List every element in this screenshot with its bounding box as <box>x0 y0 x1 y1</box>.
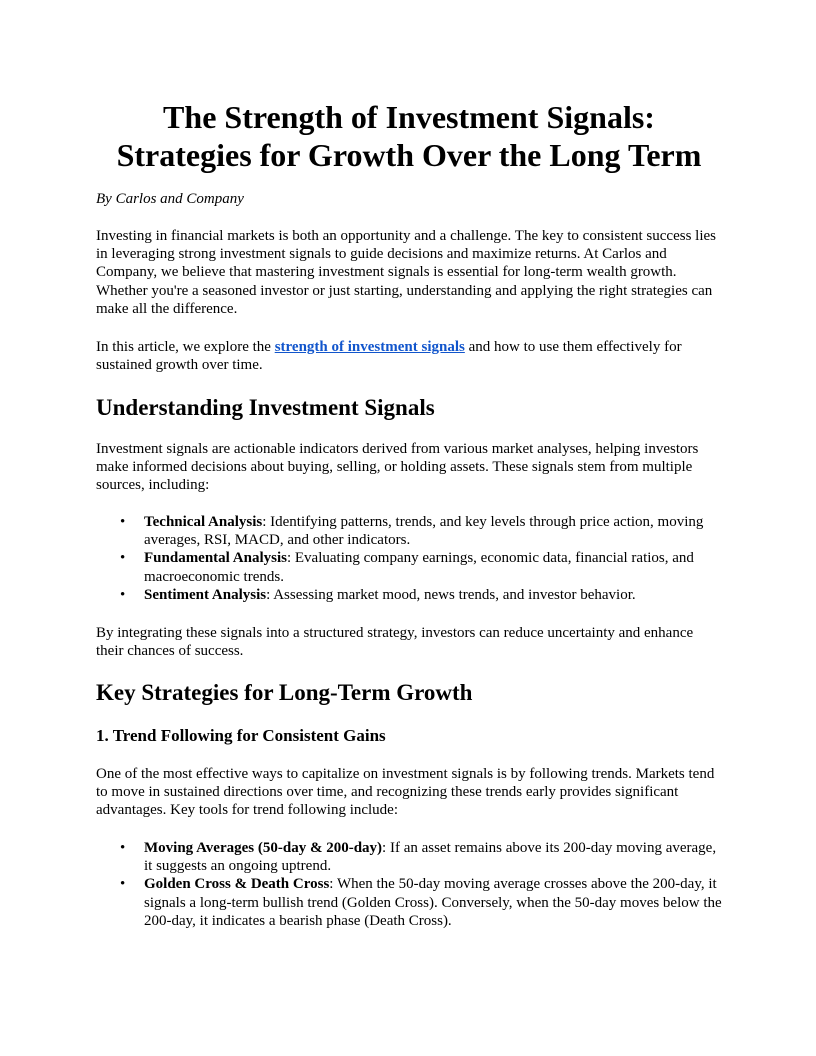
list-item: • Golden Cross & Death Cross: When the 50-day moving average crosses above the 200-day, it signals a long-term bullish trend (Golden Cross). Conversely, when the 50-day moves below the 200-day, it indicates a bearish phase (Death Cross). <box>96 875 722 930</box>
section1-paragraph: Investment signals are actionable indicators derived from various market analyses, helping investors make informed decisions about buying, selling, or holding assets. These signals stem from multiple sources, including: <box>96 441 699 494</box>
section-heading-key-strategies: Key Strategies for Long-Term Growth <box>96 680 473 705</box>
signal-sources-list <box>96 513 722 604</box>
intro-paragraph: Investing in financial markets is both an opportunity and a challenge. The key to consistent success lies in leveraging strong investment signals to guide decisions and maximize returns. At Carlos and Company, we believe that mastering investment signals is essential for long-term wealth growth. Whether you're a seasoned investor or just starting, understanding and applying the right strategies can make all the difference. <box>96 228 716 317</box>
section1-closing: By integrating these signals into a structured strategy, investors can reduce uncertainty and enhance their chances of success. <box>96 625 694 660</box>
byline: By Carlos and Company <box>96 191 244 207</box>
list-item: • Technical Analysis: Identifying patterns, trends, and key levels through price action, moving averages, RSI, MACD, and other indicators. <box>96 513 722 549</box>
trend-tools-list <box>96 839 722 930</box>
section2-paragraph: One of the most effective ways to capitalize on investment signals is by following trends. Markets tend to move in sustained directions over time, and recognizing these trends early provides significant advantages. Key tools for trend following include: <box>96 766 715 819</box>
list-item: • Fundamental Analysis: Evaluating company earnings, economic data, financial ratios, and macroeconomic trends. <box>96 549 722 585</box>
page-title: The Strength of Investment Signals: Strategies for Growth Over the Long Term <box>116 99 702 173</box>
explore-paragraph: In this article, we explore the strength of investment signals and how to use them effectively for sustained growth over time. <box>96 339 682 374</box>
section-heading-understanding: Understanding Investment Signals <box>96 395 435 420</box>
strength-of-investment-signals-link[interactable]: strength of investment signals <box>274 339 465 355</box>
subheading-trend-following: 1. Trend Following for Consistent Gains <box>96 726 386 745</box>
list-item: • Moving Averages (50-day & 200-day): If an asset remains above its 200-day moving average, it suggests an ongoing uptrend. <box>96 839 722 875</box>
list-item: • Sentiment Analysis: Assessing market mood, news trends, and investor behavior. <box>96 586 722 604</box>
